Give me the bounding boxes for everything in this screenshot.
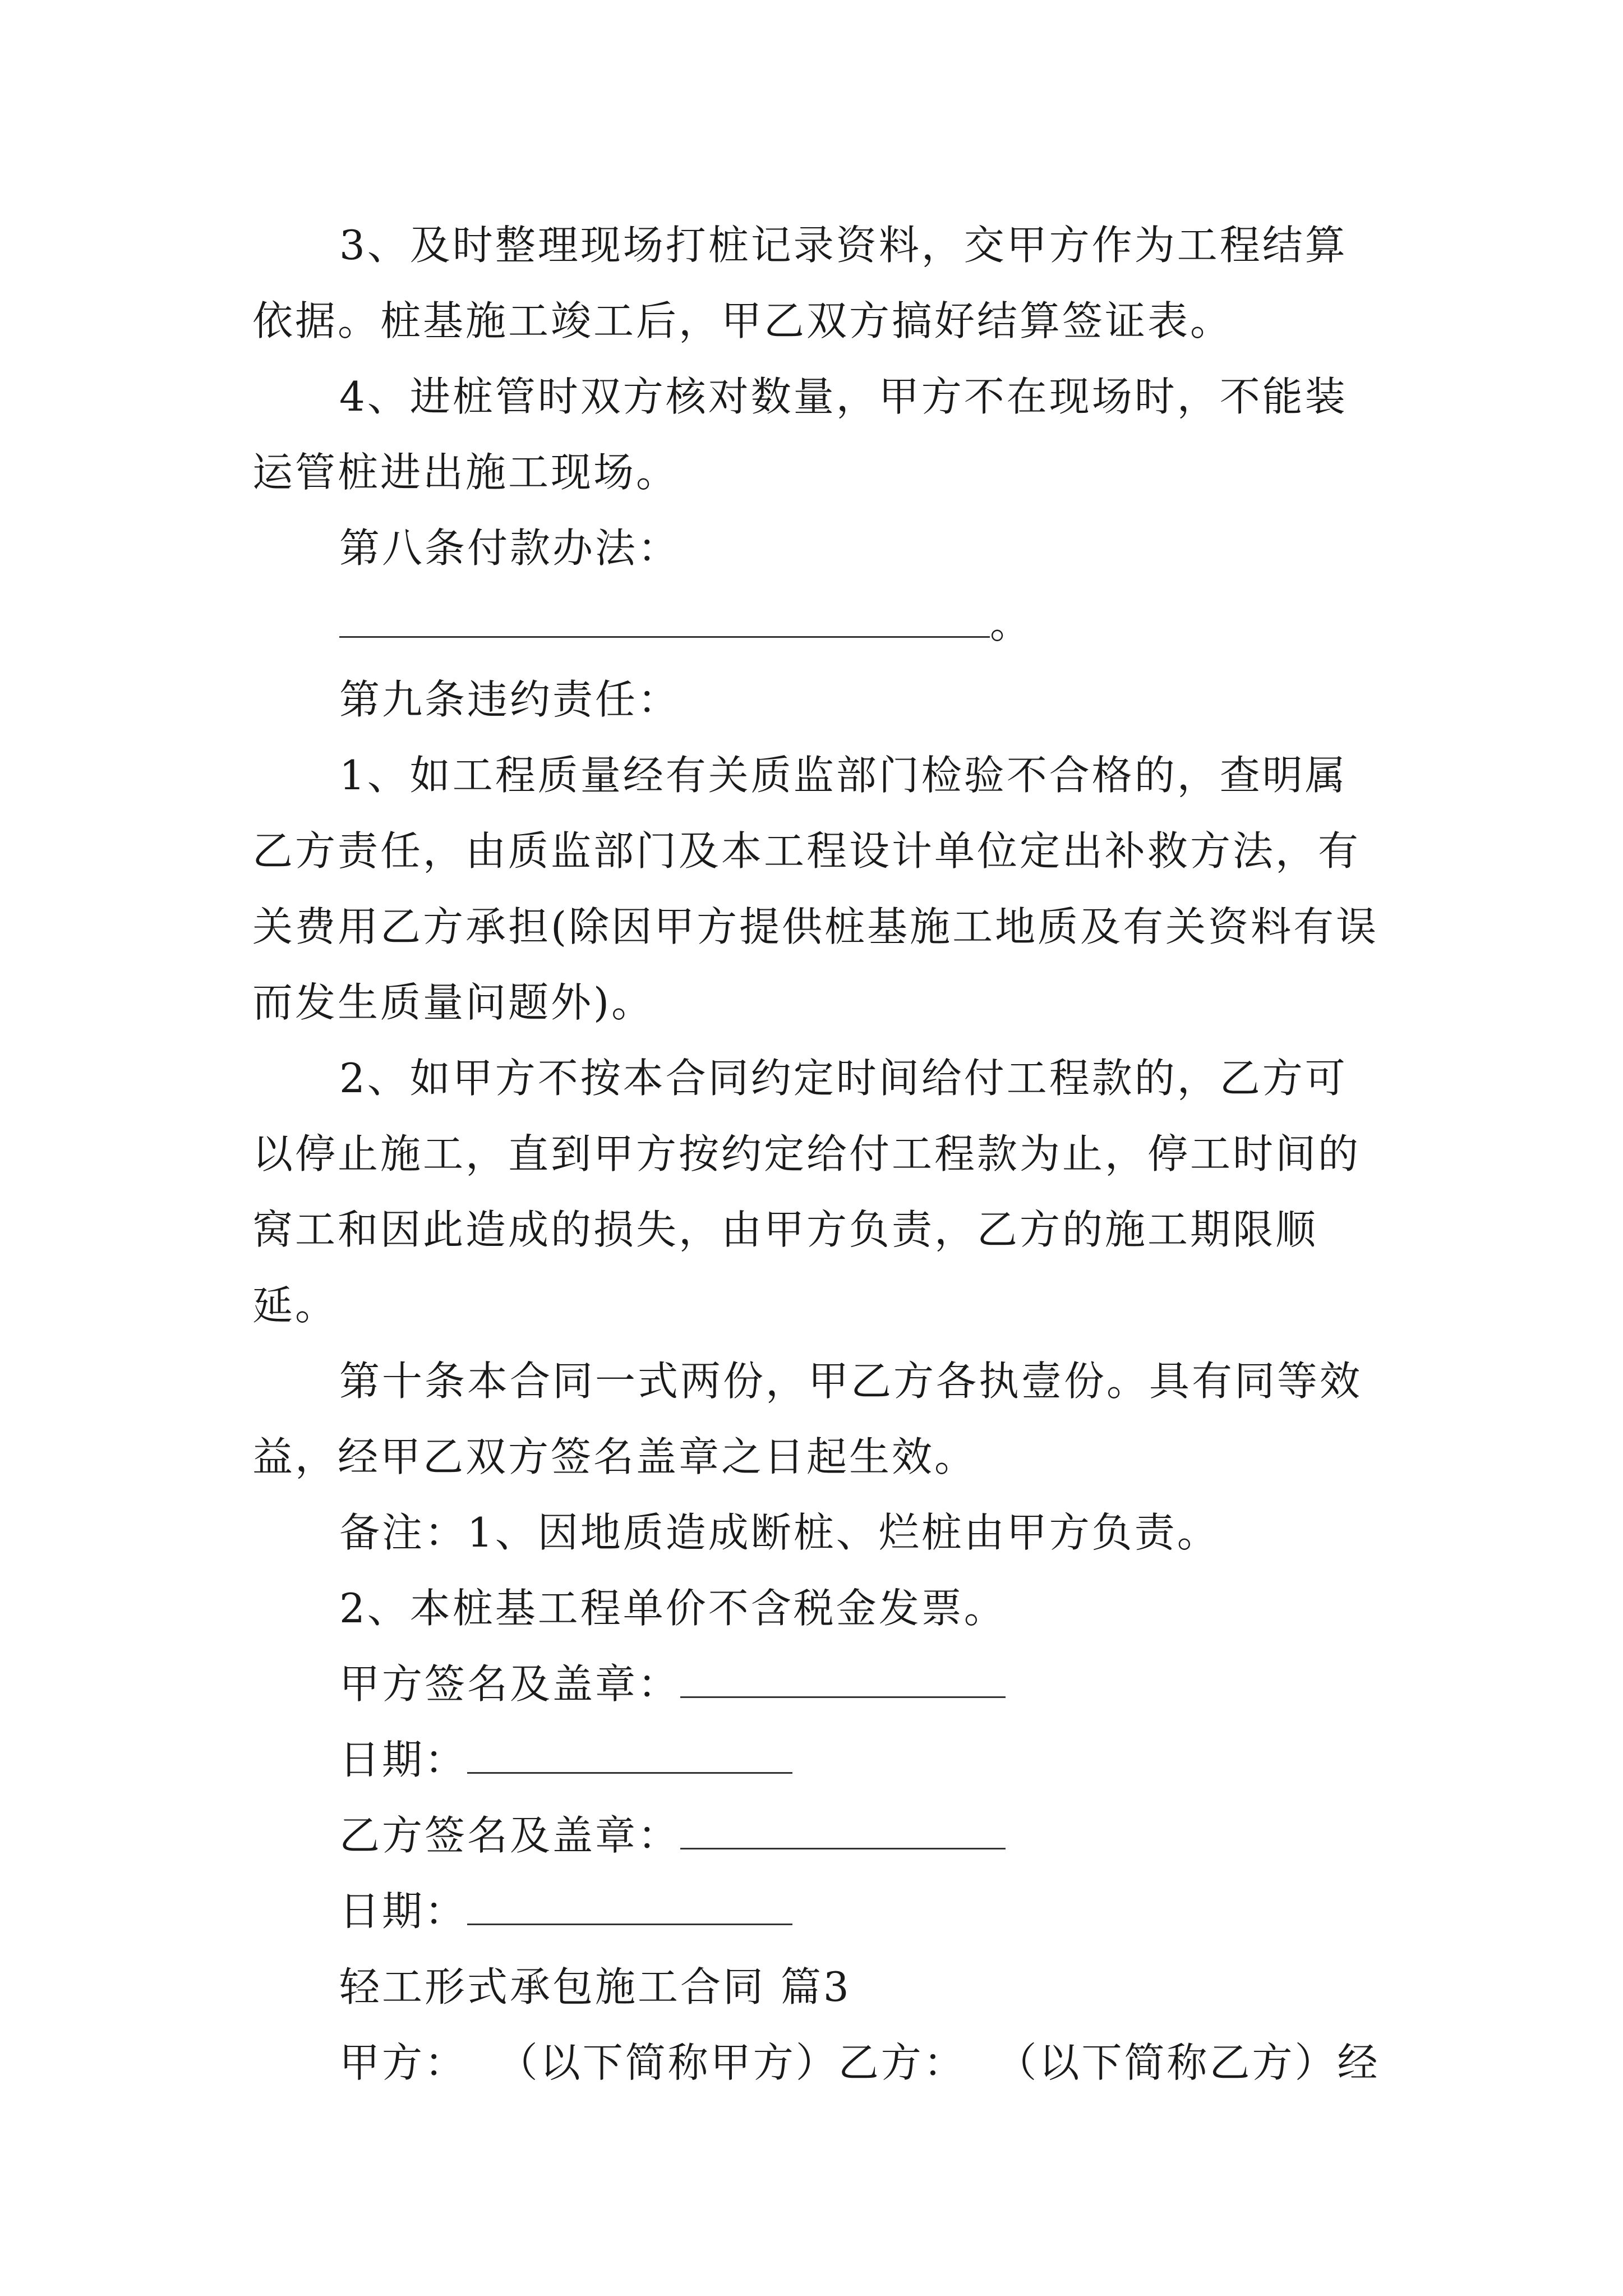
- signature-party-b-blank: [680, 1814, 1006, 1849]
- signature-party-a-label: 甲方签名及盖章：: [339, 1660, 681, 1708]
- paragraph-article-10: 第十条本合同一式两份，甲乙方各执壹份。具有同等效益，经甲乙双方签名盖章之日起生效。: [252, 1358, 1363, 1480]
- paragraph-parties: 甲方： （以下简称甲方）乙方： （以下简称乙方）经: [339, 2039, 1380, 2086]
- date-party-a: [252, 1722, 1385, 1798]
- date-party-b: [252, 1874, 1385, 1949]
- signature-party-b: [252, 1798, 1385, 1874]
- paragraph-pile-check: 4、进桩管时双方核对数量，甲方不在现场时，不能装运管桩进出施工现场。: [252, 373, 1348, 496]
- paragraph-record-data: 3、及时整理现场打桩记录资料，交甲方作为工程结算依据。桩基施工竣工后，甲乙双方搞好结算签证表。: [252, 222, 1348, 344]
- date-party-a-label: 日期：: [339, 1736, 468, 1783]
- paragraph-note-1: 备注：1、因地质造成断桩、烂桩由甲方负责。: [339, 1509, 1220, 1556]
- date-party-b-label: 日期：: [339, 1888, 468, 1935]
- date-party-a-blank: [467, 1738, 792, 1774]
- signature-party-a: [252, 1646, 1385, 1722]
- paragraph-payment-delay: 2、如甲方不按本合同约定时间给付工程款的，乙方可以停止施工，直到甲方按约定给付工程款为止，停工时间的窝工和因此造成的损失，由甲方负责，乙方的施工期限顺延。: [252, 1055, 1361, 1329]
- section-title: 轻工形式承包施工合同 篇3: [339, 1963, 851, 2010]
- heading-article-9: 第九条违约责任：: [339, 676, 681, 723]
- date-party-b-blank: [467, 1890, 792, 1925]
- signature-party-b-label: 乙方签名及盖章：: [339, 1812, 681, 1859]
- paragraph-note-2: 2、本桩基工程单价不含税金发票。: [339, 1585, 1007, 1632]
- paragraph-quality-liability: 1、如工程质量经有关质监部门检验不合格的，查明属乙方责任，由质监部门及本工程设计单位定出补救方法，有关费用乙方承担(除因甲方提供桩基施工地质及有关资料有误而发生质量问题外)。: [252, 752, 1379, 1026]
- heading-article-8: 第八条付款办法：: [339, 524, 681, 572]
- document-page: [252, 208, 1385, 2101]
- payment-blank: [339, 602, 990, 638]
- period: 。: [990, 600, 1033, 647]
- signature-party-a-blank: [680, 1663, 1006, 1698]
- payment-blank-line: [252, 586, 1385, 662]
